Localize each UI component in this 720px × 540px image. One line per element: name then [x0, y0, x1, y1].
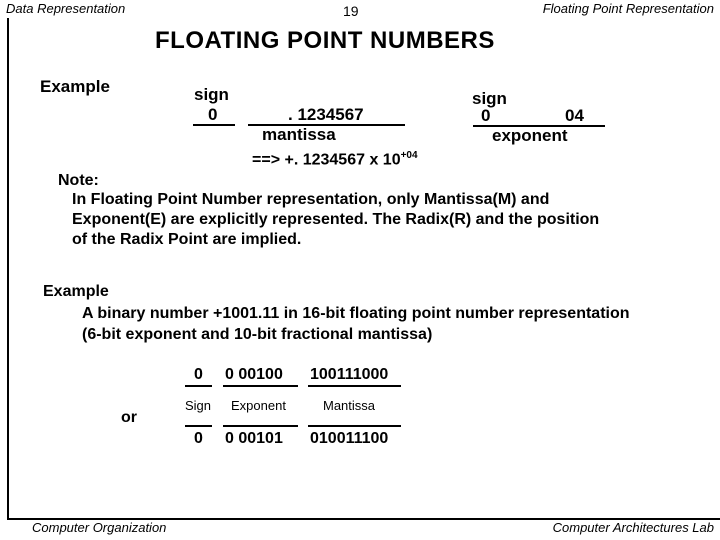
- result-exponent: +04: [400, 150, 418, 161]
- note-label: Note:: [58, 172, 99, 189]
- row1-exponent: 0 00100: [225, 366, 283, 383]
- mantissa-field-label: Mantissa: [323, 398, 376, 413]
- or-label: or: [121, 409, 137, 426]
- example2-label: Example: [43, 283, 109, 300]
- row1-mantissa: 100111000: [310, 366, 389, 383]
- example2-line-1: A binary number +1001.11 in 16-bit floating point number representation: [82, 305, 630, 322]
- example2-line-2: (6-bit exponent and 10-bit fractional mantissa): [82, 326, 433, 343]
- mantissa-label: mantissa: [262, 125, 336, 144]
- page-number: 19: [343, 3, 359, 19]
- mantissa-sign-underline: [193, 124, 235, 126]
- row2-sign-overline: [185, 425, 212, 427]
- row1-exponent-underline: [223, 385, 298, 387]
- note-line-1: In Floating Point Number representation, only Mantissa(M) and: [72, 191, 550, 208]
- mantissa-sign-label: sign: [194, 85, 229, 104]
- exponent-value: 04: [565, 106, 584, 125]
- mantissa-sign-value: 0: [208, 105, 218, 124]
- row2-exponent: 0 00101: [225, 430, 283, 447]
- row2-mantissa: 010011100: [310, 430, 389, 447]
- note-line-3: of the Radix Point are implied.: [72, 231, 302, 248]
- row2-mantissa-overline: [308, 425, 401, 427]
- result-prefix: ==> +. 1234567 x 10: [252, 151, 401, 169]
- exponent-field-label: Exponent: [231, 398, 286, 413]
- row1-mantissa-underline: [308, 385, 401, 387]
- header-right: Floating Point Representation: [542, 1, 714, 16]
- row2-exponent-overline: [223, 425, 298, 427]
- exponent-sign-label: sign: [472, 89, 507, 108]
- page-title: FLOATING POINT NUMBERS: [155, 27, 495, 54]
- header-left: Data Representation: [6, 1, 126, 16]
- example1-label: Example: [40, 77, 110, 96]
- footer-left: Computer Organization: [32, 520, 167, 535]
- sign-field-label: Sign: [185, 398, 212, 413]
- row1-sign: 0: [194, 366, 203, 383]
- frame-left-border: [7, 18, 9, 520]
- row2-sign: 0: [194, 430, 203, 447]
- footer-right: Computer Architectures Lab: [552, 520, 714, 535]
- note-line-2: Exponent(E) are explicitly represented. The Radix(R) and the position: [72, 211, 600, 228]
- exponent-label: exponent: [492, 126, 568, 145]
- mantissa-value: . 1234567: [288, 105, 364, 124]
- row1-sign-underline: [185, 385, 212, 387]
- example1-result: [252, 150, 418, 169]
- exponent-sign-value: 0: [481, 106, 491, 125]
